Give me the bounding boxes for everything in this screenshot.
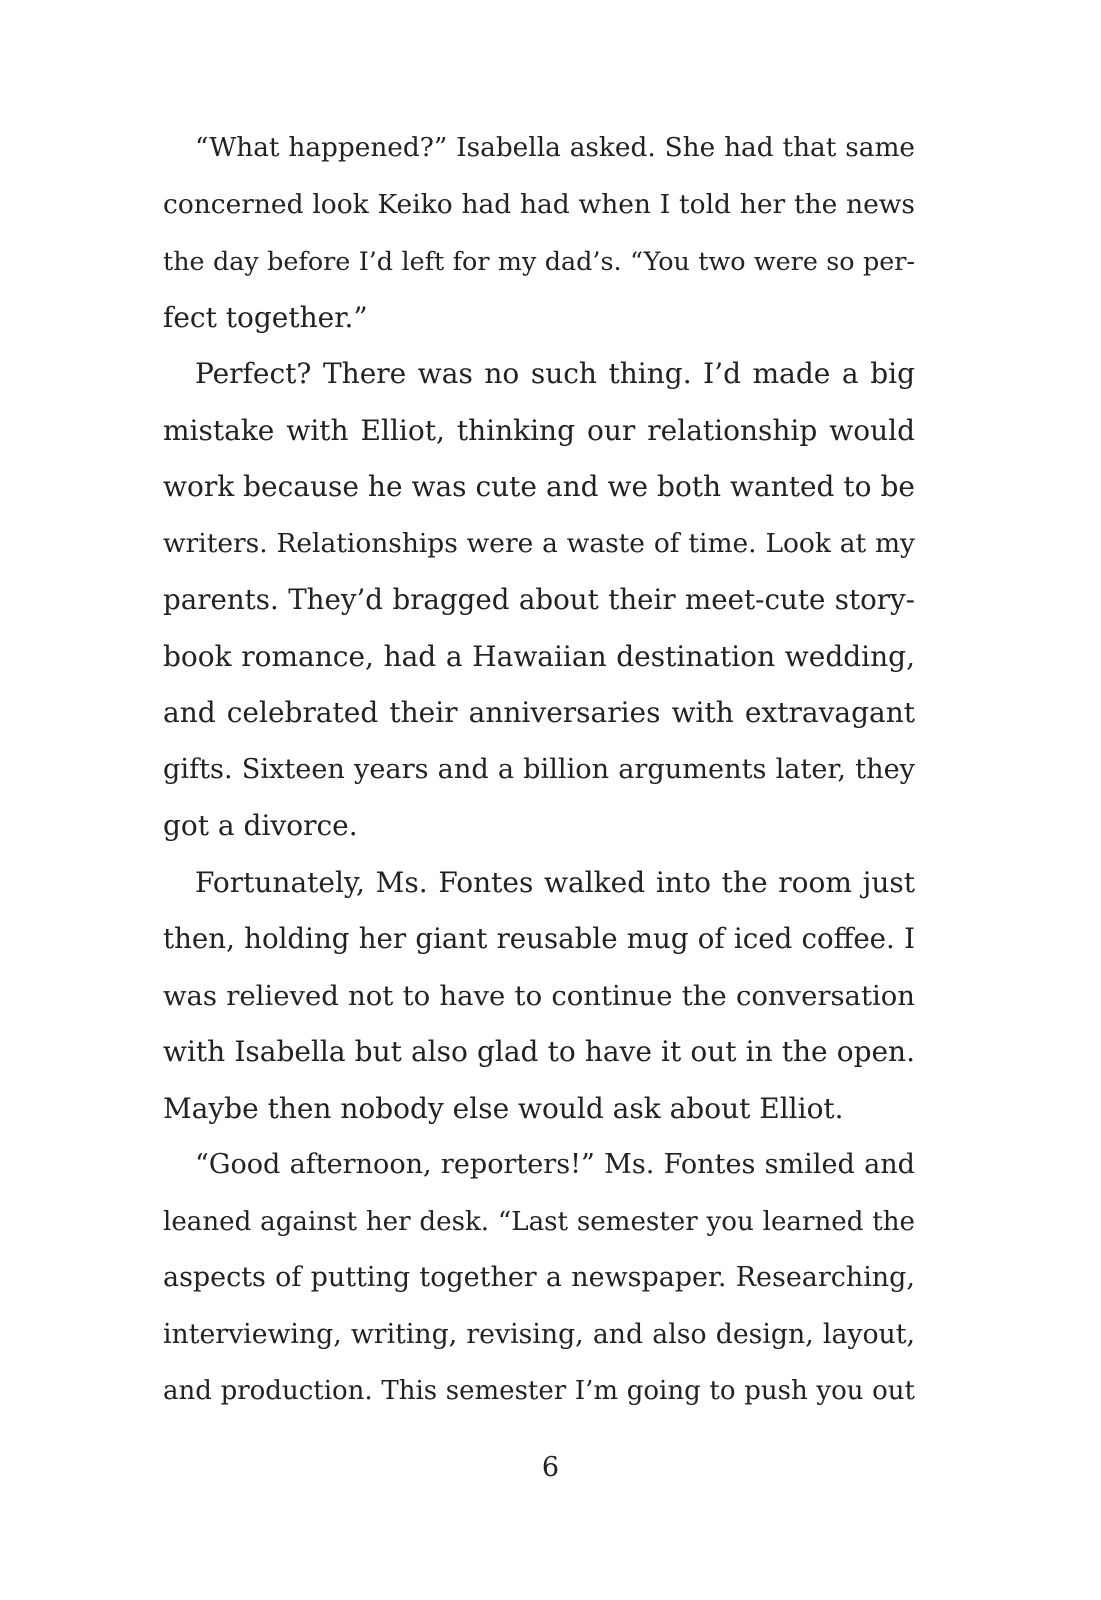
text-line: Maybe then nobody else would ask about Elliot. bbox=[163, 1091, 844, 1125]
text-line: “Good afternoon, reporters!” Ms. Fontes smiled and bbox=[195, 1149, 915, 1180]
text-line: and celebrated their anniversaries with extravagant bbox=[163, 696, 915, 729]
text-line: the day before I’d left for my dad’s. “You two were so per- bbox=[163, 246, 915, 276]
text-line: parents. They’d bragged about their meet-cute story- bbox=[163, 583, 915, 616]
text-line: Fortunately, Ms. Fontes walked into the room just bbox=[195, 865, 915, 899]
text-line: mistake with Elliot, thinking our relationship would bbox=[163, 413, 915, 447]
body-text bbox=[163, 120, 915, 1420]
text-line: aspects of putting together a newspaper. Researching, bbox=[163, 1262, 915, 1293]
text-line: gifts. Sixteen years and a billion arguments later, they bbox=[163, 753, 915, 785]
text-line: book romance, had a Hawaiian destination wedding, bbox=[163, 639, 915, 673]
text-line: leaned against her desk. “Last semester you learned the bbox=[163, 1206, 915, 1237]
text-line: got a divorce. bbox=[163, 809, 358, 842]
text-line: concerned look Keiko had had when I told her the news bbox=[163, 188, 915, 220]
text-line: writers. Relationships were a waste of time. Look at my bbox=[163, 527, 915, 559]
text-line: and production. This semester I’m going to push you out bbox=[163, 1376, 915, 1406]
text-line: Perfect? There was no such thing. I’d made a big bbox=[195, 357, 915, 390]
text-line: with Isabella but also glad to have it out in the open. bbox=[163, 1035, 915, 1068]
text-line: interviewing, writing, revising, and also design, layout, bbox=[163, 1318, 915, 1350]
text-line: fect together.” bbox=[163, 300, 368, 334]
text-line: “What happened?” Isabella asked. She had that same bbox=[195, 133, 915, 163]
text-line: work because he was cute and we both wanted to be bbox=[163, 470, 915, 503]
text-line: then, holding her giant reusable mug of iced coffee. I bbox=[163, 922, 915, 955]
text-line: was relieved not to have to continue the conversation bbox=[163, 979, 915, 1012]
page-number: 6 bbox=[541, 1452, 560, 1483]
